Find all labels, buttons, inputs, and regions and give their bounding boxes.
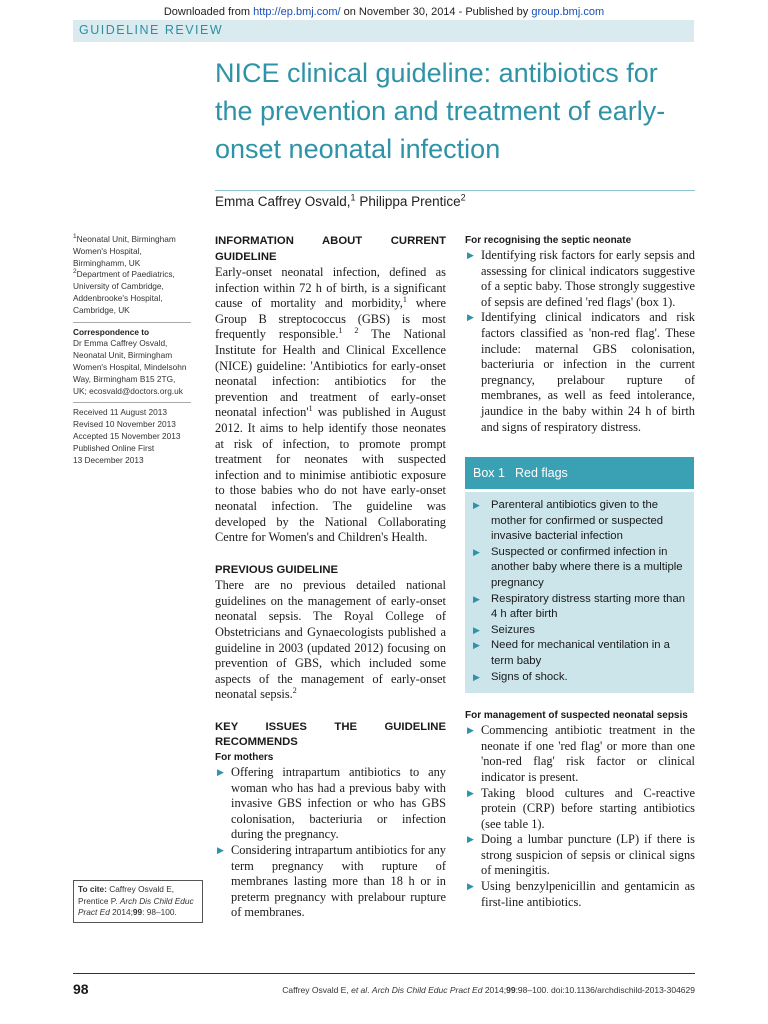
- list-item-text: Doing a lumbar puncture (LP) if there is strong suspicion of sepsis or clinical signs of meningitis.: [481, 832, 695, 878]
- list-item: [465, 248, 695, 310]
- citation-label: To cite:: [78, 884, 107, 894]
- citation-authors: Caffrey Osvald E, Prentice P.: [78, 884, 175, 906]
- list-item-text: Respiratory distress starting more than 4 h after birth: [491, 592, 686, 621]
- affiliation-2: [73, 269, 191, 316]
- citation-box: [73, 880, 203, 923]
- ref-sup: 2: [292, 686, 297, 696]
- footer-citation: [282, 985, 695, 995]
- list-item: [473, 545, 686, 592]
- list-item-text: Signs of shock.: [491, 670, 568, 683]
- footer-etal: et al: [351, 985, 368, 995]
- correspondence-text: Dr Emma Caffrey Osvald, Neonatal Unit, Birmingham Women's Hospital, Mindelsohn Way, Birmingham B15 2TG, UK; ecosvald@doctors.org.uk: [73, 338, 187, 396]
- bullet-arrow-icon: ▶: [467, 725, 474, 736]
- affiliation-1-text: Neonatal Unit, Birmingham Women's Hospital, Birminghamm, UK: [73, 234, 176, 268]
- footer-authors: Caffrey Osvald E,: [282, 985, 352, 995]
- list-item: [465, 723, 695, 785]
- date-revised: Revised 10 November 2013: [73, 419, 176, 430]
- ref-sup: 1: [308, 404, 313, 414]
- text-run: where Group B streptococcus (GBS) is most frequently responsible.: [215, 296, 446, 342]
- citation-year: 2014;: [109, 907, 133, 917]
- date-published: 13 December 2013: [73, 454, 144, 465]
- heading-key-issues: KEY ISSUES THE GUIDELINE RECOMMENDS: [215, 720, 446, 749]
- list-item: [465, 786, 695, 833]
- download-url-link[interactable]: http://ep.bmj.com/: [253, 6, 341, 18]
- list-item-text: Need for mechanical ventilation in a term baby: [491, 639, 670, 667]
- citation-volume: 99: [132, 907, 143, 917]
- text-run: There are no previous detailed national guidelines on the management of early-onset neonatal sepsis. The Royal College of Obstetricians and Gynaecologists published a guideline in 2003 (updated 2012) focusing on prevention of GBS, which included some aspects of the management of early-onset neonatal sepsis.: [215, 578, 446, 702]
- author-1-affil: 1: [350, 192, 356, 203]
- list-item: [473, 592, 686, 623]
- subheading-mothers: For mothers: [215, 751, 274, 763]
- list-item-text: Identifying risk factors for early sepsis and assessing for clinical indicators suggestive of a septic baby. Those strongly suggestive of sepsis are defined 'red flags' (box 1).: [481, 248, 695, 309]
- page-number: 98: [73, 981, 89, 997]
- footer-doi: :98–100. doi:10.1136/archdischild-2013-304629: [515, 985, 695, 995]
- list-item: [215, 843, 446, 921]
- date-accepted: Accepted 15 November 2013: [73, 430, 181, 441]
- affiliation-1: [73, 234, 191, 269]
- text-run: was published in August 2012. It aims to help identify those neonates at risk of infection, to promote prompt treatment for neonates with suspected infection and to minimise antibiotic exposure to those babies who do not have early-onset neonatal infection. The guideline was developed by the National Collaborating Centre for Women's and Children's Health.: [215, 405, 446, 545]
- red-flags-list: [465, 492, 694, 685]
- ref-sup: 1: [402, 295, 407, 305]
- citation-pages: : 98–100.: [142, 907, 177, 917]
- author-1: Emma Caffrey Osvald,: [215, 194, 351, 209]
- list-item-text: Suspected or confirmed infection in another baby where there is a multiple pregnancy: [491, 545, 683, 589]
- bullet-arrow-icon: ▶: [467, 787, 474, 798]
- list-item-text: Seizures: [491, 623, 535, 636]
- bullet-arrow-icon: ▶: [467, 250, 474, 260]
- download-prefix: Downloaded from: [163, 6, 254, 18]
- list-item-text: Taking blood cultures and C-reactive protein (CRP) before starting antibiotics (see table 1).: [481, 785, 695, 831]
- bullet-arrow-icon: ▶: [473, 500, 480, 510]
- author-2: Philippa Prentice: [355, 194, 461, 209]
- author-line: [215, 194, 466, 209]
- affiliation-1-num: 1: [73, 233, 77, 241]
- list-item: [215, 765, 446, 843]
- list-item: [473, 670, 686, 686]
- bullet-arrow-icon: ▶: [217, 844, 224, 855]
- text-run: Early-onset neonatal infection, defined as infection within 72 h of birth, is a significant cause of mortality and morbidity,: [215, 265, 446, 311]
- red-flags-box: [465, 457, 694, 693]
- list-management: [465, 723, 695, 910]
- sidebar-divider: [73, 402, 191, 403]
- sidebar: [73, 234, 191, 466]
- affiliation-2-num: 2: [73, 268, 77, 276]
- list-item: [465, 832, 695, 879]
- bullet-arrow-icon: ▶: [473, 640, 480, 651]
- column-left: [215, 234, 446, 921]
- subheading-septic: For recognising the septic neonate: [465, 235, 632, 246]
- bullet-arrow-icon: ▶: [473, 546, 480, 557]
- subheading-management: For management of suspected neonatal sepsis: [465, 710, 688, 722]
- list-item-text: Considering intrapartum antibiotics for any term pregnancy with rupture of membranes lasting more than 18 h or in preterm pregnancy with prelabour rupture of membranes.: [231, 842, 446, 920]
- box-title: Red flags: [514, 466, 568, 480]
- bullet-arrow-icon: ▶: [473, 671, 480, 682]
- citation-journal: Arch Dis Child Educ Pract Ed: [78, 895, 194, 917]
- bullet-arrow-icon: ▶: [473, 624, 480, 635]
- paragraph-current-guideline: [215, 265, 446, 546]
- list-item-text: Offering intrapartum antibiotics to any woman who has had a previous baby with invasive GBS infection or who has GBS colonisation, bacteriuria or infection during the pregnancy.: [231, 764, 446, 842]
- correspondence-heading: Correspondence to: [73, 326, 150, 337]
- bullet-arrow-icon: ▶: [467, 312, 474, 323]
- footer-year: 2014;: [482, 985, 507, 995]
- date-received: Received 11 August 2013: [73, 407, 167, 418]
- date-published-label: Published Online First: [73, 442, 155, 453]
- heading-current-guideline: INFORMATION ABOUT CURRENT GUIDELINE: [215, 235, 446, 263]
- article-title: NICE clinical guideline: antibiotics for the prevention and treatment of early-onset neonatal infection: [215, 58, 666, 164]
- sidebar-divider: [73, 322, 191, 323]
- list-item-text: Using benzylpenicillin and gentamicin as first-line antibiotics.: [481, 879, 695, 909]
- list-item: [465, 310, 695, 435]
- section-label: GUIDELINE REVIEW: [79, 23, 224, 37]
- box-header: [465, 457, 694, 489]
- list-item-text: Parenteral antibiotics given to the mother for confirmed or suspected invasive bacterial infection: [491, 499, 664, 543]
- footer-sep: .: [367, 985, 372, 995]
- publisher-link[interactable]: group.bmj.com: [531, 6, 605, 18]
- ref-sup: 1 2: [338, 326, 359, 336]
- footer-volume: 99: [506, 985, 516, 995]
- author-2-affil: 2: [460, 192, 466, 203]
- list-item-text: Identifying clinical indicators and risk factors classified as 'non-red flag'. These include: maternal GBS colonisation, bacteriuria or infection in the current pregnancy, prelabour rupture of membranes, as well as feed intolerance, jaundice in the baby within 24 h of birth and signs of respiratory distress.: [481, 310, 695, 434]
- footer-rule: [73, 973, 695, 974]
- download-middle: on November 30, 2014 - Published by: [340, 6, 532, 18]
- download-notice: [0, 6, 768, 18]
- footer-journal: Arch Dis Child Educ Pract Ed: [371, 985, 483, 995]
- bullet-arrow-icon: ▶: [467, 834, 474, 845]
- list-item: [465, 879, 695, 910]
- heading-previous-guideline: PREVIOUS GUIDELINE: [215, 563, 339, 576]
- list-item: [473, 638, 686, 669]
- list-septic: [465, 248, 695, 435]
- paragraph-previous-guideline: [215, 578, 446, 703]
- affiliation-2-text: Department of Paediatrics, University of Cambridge, Addenbrooke's Hospital, Cambridge, UK: [73, 269, 175, 315]
- box-label: Box 1: [473, 466, 505, 480]
- list-mothers: [215, 765, 446, 921]
- bullet-arrow-icon: ▶: [217, 766, 224, 777]
- bullet-arrow-icon: ▶: [473, 593, 480, 604]
- title-rule: [215, 190, 695, 191]
- list-item: [473, 623, 686, 639]
- list-item: [473, 498, 686, 545]
- text-run: The National Institute for Health and Clinical Excellence (NICE) guideline: 'Antibiotics for early-onset neonatal infection: antibiotics for the prevention and treatment of early-onset neonatal infection': [215, 327, 446, 420]
- list-item-text: Commencing antibiotic treatment in the neonate if one 'red flag' or more than one 'non-red flag' risk factor or clinical indicator is present.: [481, 723, 695, 784]
- section-band: [73, 20, 694, 42]
- bullet-arrow-icon: ▶: [467, 881, 474, 892]
